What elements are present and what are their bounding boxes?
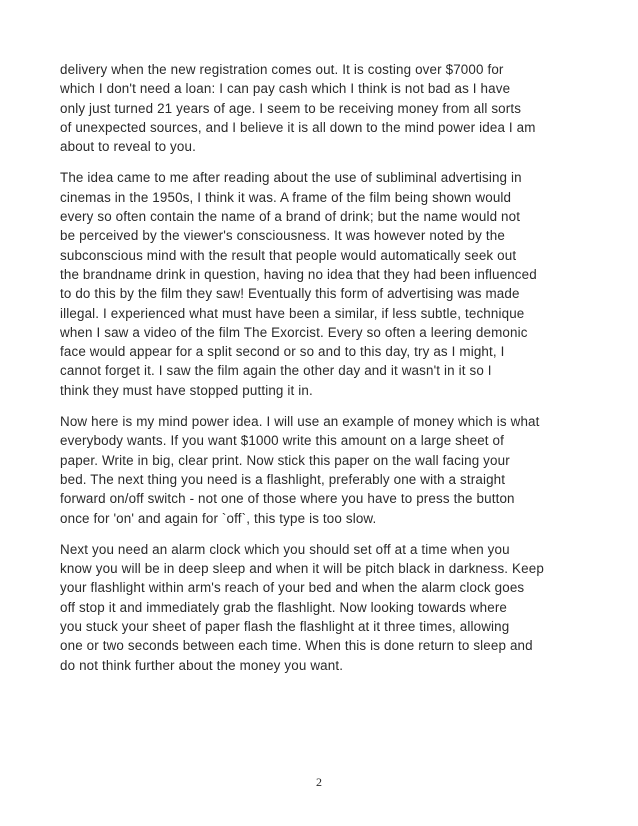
text-line: cinemas in the 1950s, I think it was. A frame of the film being shown would [60, 189, 512, 205]
text-line: everybody wants. If you want $1000 write this amount on a large sheet of [60, 433, 505, 449]
paragraph-1 [60, 60, 580, 156]
paragraph-3 [60, 412, 580, 528]
text-line: know you will be in deep sleep and when it will be pitch black in darkness. Keep [60, 561, 544, 577]
text-line: paper. Write in big, clear print. Now stick this paper on the wall facing your [60, 452, 510, 468]
text-line: think they must have stopped putting it in. [60, 382, 313, 398]
text-line: which I don't need a loan: I can pay cash which I think is not bad as I have [60, 81, 511, 97]
text-line: to do this by the film they saw! Eventually this form of advertising was made [60, 286, 520, 302]
text-line: face would appear for a split second or so and to this day, try as I might, I [60, 344, 505, 360]
text-line: Now here is my mind power idea. I will use an example of money which is what [60, 414, 540, 430]
text-line: be perceived by the viewer's consciousness. It was however noted by the [60, 228, 505, 244]
text-line: Next you need an alarm clock which you should set off at a time when you [60, 541, 510, 557]
text-line: only just turned 21 years of age. I seem to be receiving money from all sorts [60, 100, 522, 116]
text-line: forward on/off switch - not one of those where you have to press the button [60, 491, 515, 507]
text-line: do not think further about the money you want. [60, 657, 344, 673]
text-line: once for 'on' and again for `off`, this type is too slow. [60, 510, 377, 526]
text-line: off stop it and immediately grab the flashlight. Now looking towards where [60, 599, 508, 615]
text-line: The idea came to me after reading about the use of subliminal advertising in [60, 170, 522, 186]
text-line: you stuck your sheet of paper flash the flashlight at it three times, allowing [60, 619, 510, 635]
text-line: one or two seconds between each time. When this is done return to sleep and [60, 638, 533, 654]
text-line: the brandname drink in question, having no idea that they had been influenced [60, 266, 537, 282]
text-line: every so often contain the name of a brand of drink; but the name would not [60, 209, 521, 225]
text-line: about to reveal to you. [60, 139, 196, 155]
text-line: of unexpected sources, and I believe it is all down to the mind power idea I am [60, 119, 536, 135]
page-number: 2 [316, 775, 322, 789]
paragraph-2 [60, 168, 580, 400]
text-line: bed. The next thing you need is a flashlight, preferably one with a straight [60, 471, 506, 487]
paragraph-4 [60, 540, 580, 675]
text-line: illegal. I experienced what must have been a similar, if less subtle, technique [60, 305, 525, 321]
text-line: subconscious mind with the result that people would automatically seek out [60, 247, 517, 263]
text-line: cannot forget it. I saw the film again the other day and it wasn't in it so I [60, 363, 492, 379]
text-line: delivery when the new registration comes out. It is costing over $7000 for [60, 62, 504, 77]
text-line: your flashlight within arm's reach of your bed and when the alarm clock goes [60, 580, 525, 596]
text-line: when I saw a video of the film The Exorcist. Every so often a leering demonic [60, 324, 528, 340]
page-body [60, 60, 580, 675]
